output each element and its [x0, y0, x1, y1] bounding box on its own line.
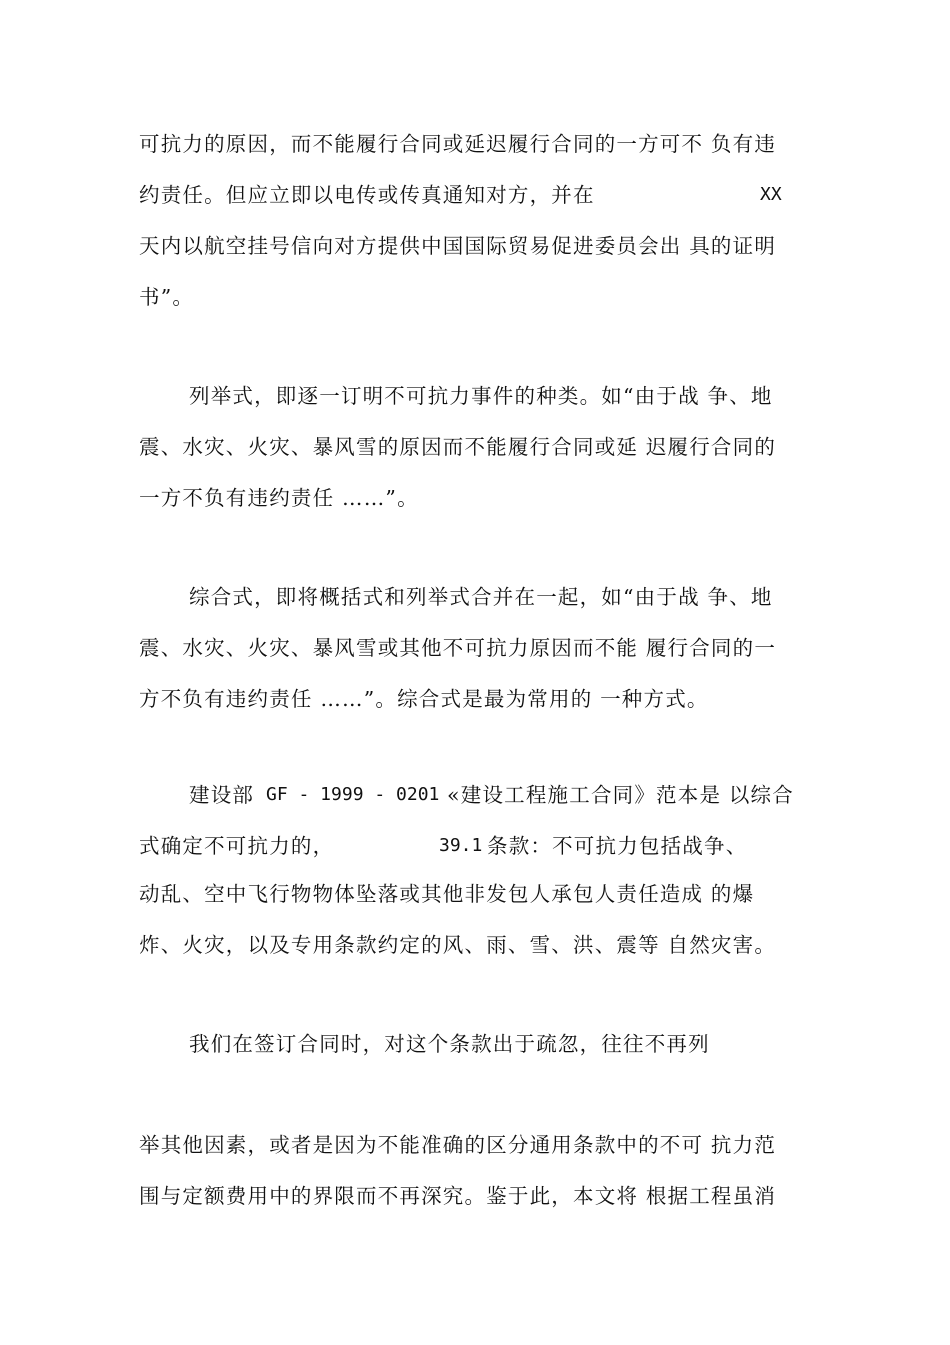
paragraph-4-line-2-a: 式确定不可抗力的，: [139, 834, 335, 858]
standard-code: GF - 1999 - 0201: [266, 784, 440, 805]
paragraph-1-line-2: 约责任。但应立即以电传或传真通知对方，并在: [139, 183, 595, 207]
clause-number: 39.1: [439, 835, 483, 856]
paragraph-4-line-1-b: «建设工程施工合同》范本是 以综合: [447, 783, 794, 807]
paragraph-6-line-2: 围与定额费用中的界限而不再深究。鉴于此，本文将 根据工程虽消: [139, 1184, 777, 1208]
placeholder-xx: XX: [760, 184, 782, 205]
paragraph-4-line-1-a: 建设部: [189, 783, 255, 807]
paragraph-4-line-4: 炸、火灾，以及专用条款约定的风、雨、雪、洪、震等 自然灾害。: [139, 933, 777, 957]
paragraph-3-line-3: 方不负有违约责任 ……”。综合式是最为常用的 一种方式。: [139, 687, 709, 711]
paragraph-2-line-1: 列举式，即逐一订明不可抗力事件的种类。如“由于战 争、地: [189, 384, 773, 408]
paragraph-4-line-3: 动乱、空中飞行物物体坠落或其他非发包人承包人责任造成 的爆: [139, 882, 755, 906]
paragraph-3-line-2: 震、水灾、火灾、暴风雪或其他不可抗力原因而不能 履行合同的一: [139, 636, 777, 660]
paragraph-4-line-2-b: 条款：不可抗力包括战争、: [487, 834, 748, 858]
paragraph-1-line-1: 可抗力的原因，而不能履行合同或延迟履行合同的一方可不 负有违: [139, 132, 777, 156]
paragraph-6-line-1: 举其他因素，或者是因为不能准确的区分通用条款中的不可 抗力范: [139, 1133, 777, 1157]
paragraph-3-line-1: 综合式，即将概括式和列举式合并在一起，如“由于战 争、地: [189, 585, 773, 609]
paragraph-2-line-3: 一方不负有违约责任 ……”。: [139, 486, 419, 510]
paragraph-1-line-4: 书”。: [139, 285, 195, 309]
paragraph-5-line-1: 我们在签订合同时，对这个条款出于疏忽，往往不再列: [189, 1032, 710, 1056]
paragraph-2-line-2: 震、水灾、火灾、暴风雪的原因而不能履行合同或延 迟履行合同的: [139, 435, 777, 459]
paragraph-1-line-3: 天内以航空挂号信向对方提供中国国际贸易促进委员会出 具的证明: [139, 234, 777, 258]
